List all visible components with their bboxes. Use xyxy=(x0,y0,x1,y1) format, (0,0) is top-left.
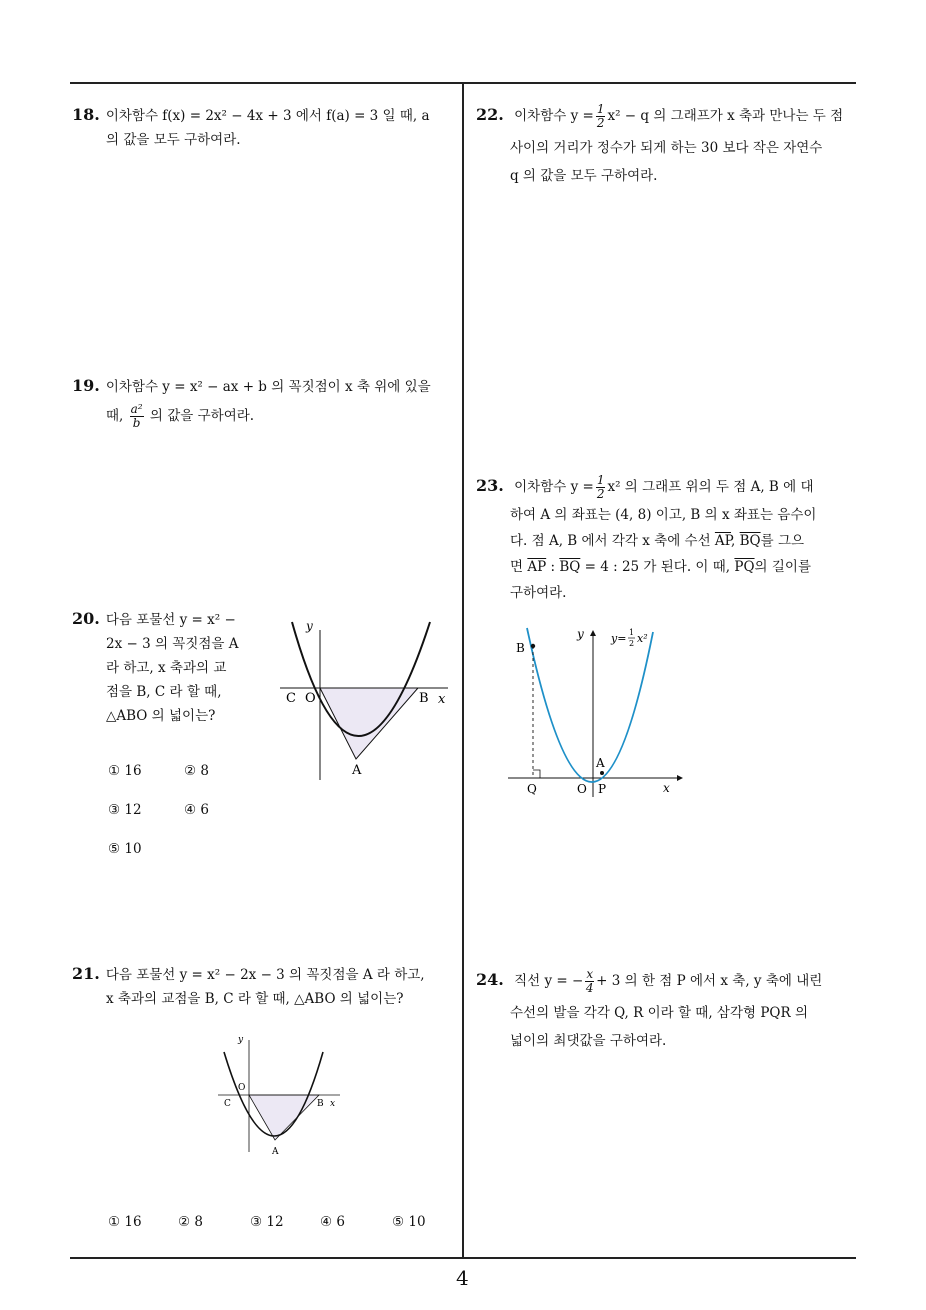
question-text-line: 2x − 3 의 꼭짓점을 A xyxy=(106,636,239,652)
question-text-line: 하여 A 의 좌표는 (4, 8) 이고, B 의 x 좌표는 음수이 xyxy=(510,507,817,523)
question-text-line: 점을 B, C 라 할 때, xyxy=(106,684,222,700)
fraction: $\frac{1}{2}$ xyxy=(596,473,605,501)
question-number: 23. xyxy=(476,476,504,495)
question-number: 18. xyxy=(72,105,100,124)
question-text: 이차함수 y = xyxy=(514,479,594,495)
question-number: 19. xyxy=(72,376,100,395)
choice-1[interactable]: ① 16 xyxy=(108,763,142,779)
choice-1[interactable]: ① 16 xyxy=(108,1214,142,1230)
question-text-line: 다음 포물선 y = x² − xyxy=(105,612,236,628)
curve-label: y= xyxy=(611,632,627,645)
question-text-line: x 축과의 교점을 B, C 라 할 때, △ABO 의 넓이는? xyxy=(106,991,404,1007)
choice-5[interactable]: ⑤ 10 xyxy=(108,841,142,857)
question-21 xyxy=(72,962,462,1011)
question-23: 23. 이차함수 y = $\frac{1}{2}$ x² 의 그래프 위의 두 점 A, B 에 대 하여 A 의 좌표는 (4, 8) 이고, B 의 x 좌표는 음수이 다. 점 A, B 에서 각각 x 축에 수선 $\overline{AP}$, $\overline{BQ}$를 그으 면 $\overline{AP}$ : $\overline{BQ} = 4$ : 25 가 된다. 이 때, $\overline{PQ}$의 길이를 구하여라. xyxy=(476,474,866,605)
parabola-figure-q20 xyxy=(280,610,455,785)
question-number: 20. xyxy=(72,609,100,628)
point-a-label: A xyxy=(272,1147,279,1157)
question-text-line: 수선의 발을 각각 Q, R 이라 할 때, 삼각형 PQR 의 xyxy=(510,1005,808,1021)
question-text-line: 다음 포물선 y = x² − 2x − 3 의 꼭짓점을 A 라 하고, xyxy=(105,967,425,983)
parabola-figure-q23 xyxy=(505,622,685,802)
point-o-label: O xyxy=(577,782,587,796)
point-b-label: B xyxy=(516,641,525,655)
segment-pq: $\overline{PQ}$ xyxy=(734,559,755,575)
choice-3[interactable]: ③ 12 xyxy=(108,802,142,818)
question-text-line: 라 하고, x 축과의 교 xyxy=(106,660,227,676)
column-divider xyxy=(462,82,464,1258)
x-axis-label: x xyxy=(663,781,670,795)
point-c-label: C xyxy=(286,691,296,706)
choice-4[interactable]: ④ 6 xyxy=(184,802,209,818)
parabola-figure-q21 xyxy=(218,1030,348,1160)
choice-2[interactable]: ② 8 xyxy=(178,1214,203,1230)
fraction: $\frac{\text{a²}}{b}$ xyxy=(130,402,143,430)
question-text-line: q 의 값을 모두 구하여라. xyxy=(510,168,658,184)
right-angle-mark xyxy=(533,770,540,778)
question-text-line: 의 값을 모두 구하여라. xyxy=(106,132,241,148)
choice-4[interactable]: ④ 6 xyxy=(320,1214,345,1230)
question-text: 다. 점 A, B 에서 각각 x 축에 수선 xyxy=(510,533,711,549)
curve-label-frac-top: 1 xyxy=(629,628,635,637)
choice-5[interactable]: ⑤ 10 xyxy=(392,1214,426,1230)
y-axis-label: y xyxy=(577,627,584,641)
choice-3[interactable]: ③ 12 xyxy=(250,1214,284,1230)
question-number: 22. xyxy=(476,105,504,124)
point-q-label: Q xyxy=(527,782,537,796)
curve-label-frac-bot: 2 xyxy=(629,639,635,648)
question-22 xyxy=(476,103,861,188)
question-text: 직선 y = − xyxy=(514,973,584,989)
point-c-label: C xyxy=(224,1099,231,1109)
segment-ap: $\overline{AP}$ xyxy=(527,559,547,575)
question-20 xyxy=(72,607,262,728)
y-axis-arrow xyxy=(590,630,596,636)
point-a-label: A xyxy=(352,763,362,778)
point-a-label: A xyxy=(596,756,605,770)
curve-label-x: x² xyxy=(637,632,648,645)
question-18 xyxy=(72,103,457,152)
question-text: 를 그으 xyxy=(760,533,805,549)
point-b-label: B xyxy=(419,691,429,706)
question-text-line: 이차함수 f(x) = 2x² − 4x + 3 에서 f(a) = 3 일 때, a xyxy=(105,108,430,124)
segment-ap: $\overline{AP}$ xyxy=(714,533,732,549)
point-p-label: P xyxy=(598,782,607,796)
point-b xyxy=(531,644,535,648)
x-axis-label: x xyxy=(438,692,446,707)
point-o-label: O xyxy=(305,691,316,706)
question-text-line: 넓이의 최댓값을 구하여라. xyxy=(510,1033,667,1049)
x-axis-arrow xyxy=(677,775,683,781)
question-text-line: △ABO 의 넓이는? xyxy=(106,708,216,724)
question-24 xyxy=(476,968,866,1053)
question-text-line: 사이의 거리가 정수가 되게 하는 30 보다 작은 자연수 xyxy=(510,140,823,156)
segment-bq: $\overline{BQ}$ xyxy=(559,559,581,575)
question-text: 의 길이를 xyxy=(754,559,812,575)
question-text: 이차함수 y = xyxy=(514,108,594,124)
y-axis-label: y xyxy=(238,1035,244,1045)
y-axis-label: y xyxy=(306,619,313,633)
point-b-label: B xyxy=(317,1099,324,1109)
fraction: $\frac{x}{4}$ xyxy=(585,967,594,995)
choice-2[interactable]: ② 8 xyxy=(184,763,209,779)
question-text: + 3 의 한 점 P 에서 x 축, y 축에 내린 xyxy=(596,973,823,989)
fraction: $\frac{1}{2}$ xyxy=(596,102,605,130)
question-text: = 4 : 25 가 된다. 이 때, xyxy=(584,559,731,575)
question-19 xyxy=(72,374,457,430)
question-text: 면 xyxy=(510,559,524,575)
question-text: x² 의 그래프 위의 두 점 A, B 에 대 xyxy=(607,479,814,495)
point-o-label: O xyxy=(238,1083,246,1093)
question-number: 21. xyxy=(72,964,100,983)
segment-bq: $\overline{BQ}$ xyxy=(739,533,761,549)
point-a xyxy=(600,771,604,775)
parabola-curve xyxy=(527,628,653,782)
question-text-line: 이차함수 y = x² − ax + b 의 꼭짓점이 x 축 위에 있을 xyxy=(105,379,431,395)
question-number: 24. xyxy=(476,970,504,989)
x-axis-label: x xyxy=(330,1099,336,1109)
question-text-line: 구하여라. xyxy=(510,585,567,601)
page-number: 4 xyxy=(456,1266,469,1290)
question-text: 때, xyxy=(106,408,124,424)
question-text: x² − q 의 그래프가 x 축과 만나는 두 점 xyxy=(607,108,844,124)
question-text: 의 값을 구하여라. xyxy=(149,408,255,424)
